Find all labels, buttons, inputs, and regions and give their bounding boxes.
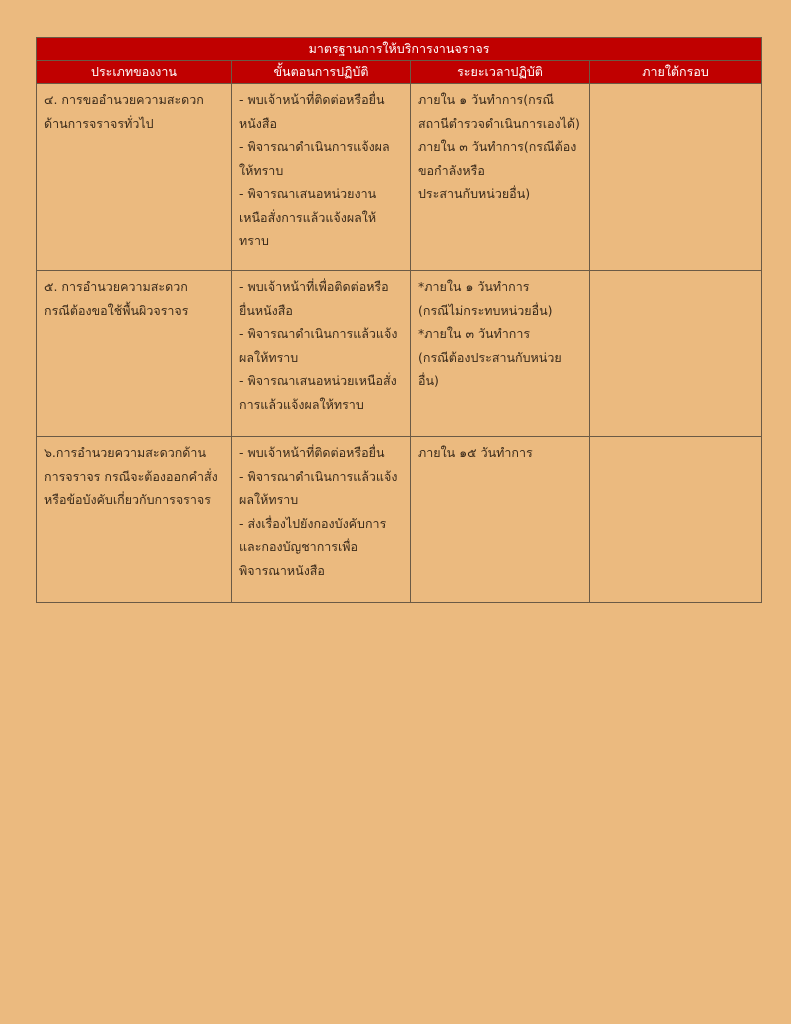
framework-text	[590, 84, 761, 94]
cell-steps	[232, 437, 411, 603]
cell-service-type	[37, 271, 232, 437]
service-standard-table	[36, 37, 762, 603]
cell-service-type	[37, 437, 232, 603]
cell-framework	[590, 437, 762, 603]
duration-text: *ภายใน ๑ วันทำการ (กรณีไม่กระทบหน่วยอื่น) *ภายใน ๓ วันทำการ (กรณีต้องประสานกับหน่วย อื่น)	[418, 279, 562, 388]
framework-text	[590, 437, 761, 447]
cell-duration	[411, 437, 590, 603]
column-header-duration: ระยะเวลาปฏิบัติ	[411, 61, 590, 84]
cell-duration	[411, 271, 590, 437]
service-type-text: ๕. การอำนวยความสะดวก กรณีต้องขอใช้พื้นผิวจราจร	[44, 279, 189, 318]
column-header-type: ประเภทของงาน	[37, 61, 232, 84]
cell-service-type	[37, 84, 232, 271]
table-row	[37, 437, 762, 603]
service-type-text: ๔. การขออำนวยความสะดวก ด้านการจราจรทั่วไป	[44, 92, 204, 131]
steps-text: - พบเจ้าหน้าที่ติดต่อหรือยื่น หนังสือ - พิจารณาดำเนินการแจ้งผล ให้ทราบ - พิจารณาเสนอหน่วยงาน เหนือสั่งการแล้วแจ้งผลให้ ทราบ	[239, 92, 390, 248]
steps-text: - พบเจ้าหน้าที่ติดต่อหรือยื่น - พิจารณาดำเนินการแล้วแจ้ง ผลให้ทราบ - ส่งเรื่องไปยังกองบังคับการ และกองบัญชาการเพื่อ พิจารณาหนังสือ	[239, 445, 398, 578]
duration-text: ภายใน ๑๕ วันทำการ	[418, 445, 533, 460]
cell-steps	[232, 84, 411, 271]
duration-text: ภายใน ๑ วันทำการ(กรณี สถานีตำรวจดำเนินการเองได้) ภายใน ๓ วันทำการ(กรณีต้อง ขอกำลังหรือ ประสานกับหน่วยอื่น)	[418, 92, 580, 201]
table-row	[37, 271, 762, 437]
steps-text: - พบเจ้าหน้าที่เพื่อติดต่อหรือ ยื่นหนังสือ - พิจารณาดำเนินการแล้วแจ้ง ผลให้ทราบ - พิจารณาเสนอหน่วยเหนือสั่ง การแล้วแจ้งผลให้ทราบ	[239, 279, 398, 412]
framework-text	[590, 271, 761, 281]
column-header-steps: ขั้นตอนการปฏิบัติ	[232, 61, 411, 84]
cell-duration	[411, 84, 590, 271]
table-row	[37, 84, 762, 271]
table-title-row	[37, 38, 762, 61]
cell-framework	[590, 84, 762, 271]
cell-steps	[232, 271, 411, 437]
cell-framework	[590, 271, 762, 437]
service-type-text: ๖.การอำนวยความสะดวกด้าน การจราจร กรณีจะต้องออกคำสั่ง หรือข้อบังคับเกี่ยวกับการจราจร	[44, 445, 218, 507]
table-title: มาตรฐานการให้บริการงานจราจร	[37, 38, 762, 61]
table-header-row	[37, 61, 762, 84]
column-header-framework: ภายใต้กรอบ	[590, 61, 762, 84]
